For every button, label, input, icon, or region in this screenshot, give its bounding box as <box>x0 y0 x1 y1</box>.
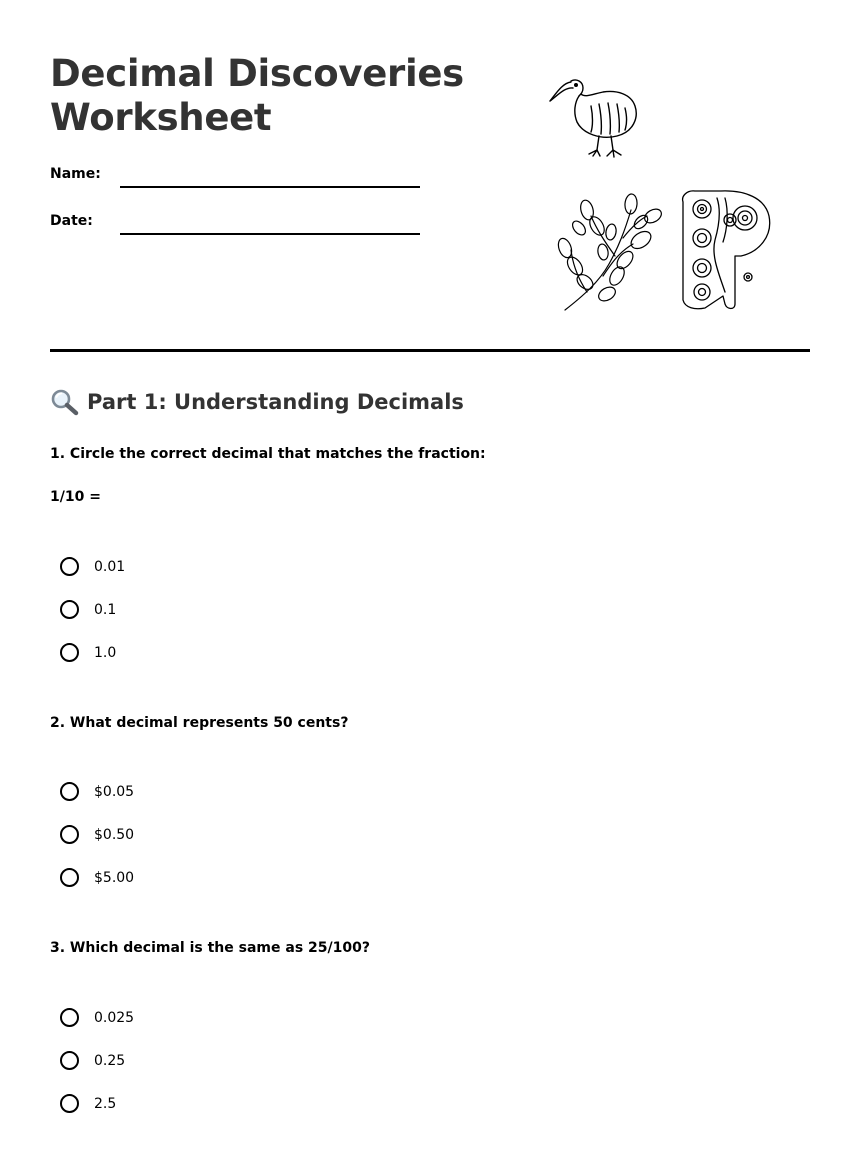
section-divider <box>50 349 810 352</box>
radio-circle[interactable] <box>60 868 79 887</box>
worksheet-page <box>50 0 810 1161</box>
date-line[interactable] <box>120 233 420 235</box>
fern-leaves-icon <box>556 194 664 310</box>
option-label: $0.05 <box>94 783 135 800</box>
option-label: 0.025 <box>94 1009 135 1026</box>
option-label: 2.5 <box>94 1095 117 1112</box>
question-2-text: 2. What decimal represents 50 cents? <box>50 715 349 731</box>
question-1-fraction: 1/10 = <box>50 489 101 505</box>
option-label: $5.00 <box>94 869 135 886</box>
magnifying-glass-icon <box>50 388 80 416</box>
question-2-option-a[interactable] <box>60 770 134 813</box>
radio-circle[interactable] <box>60 643 79 662</box>
question-3-text: 3. Which decimal is the same as 25/100? <box>50 940 370 956</box>
option-label: $0.50 <box>94 826 135 843</box>
part1-heading <box>50 388 464 416</box>
radio-circle[interactable] <box>60 1008 79 1027</box>
question-2-option-b[interactable] <box>60 813 134 856</box>
radio-circle[interactable] <box>60 825 79 844</box>
question-1-text: 1. Circle the correct decimal that matches the fraction: <box>50 446 486 462</box>
question-3-option-b[interactable] <box>60 1039 134 1082</box>
question-3-option-c[interactable] <box>60 1082 134 1125</box>
kiwi-bird-icon <box>550 80 636 157</box>
option-label: 0.01 <box>94 558 126 575</box>
maori-carved-spiral-icon <box>683 191 770 309</box>
question-2-option-c[interactable] <box>60 856 134 899</box>
option-label: 0.25 <box>94 1052 126 1069</box>
radio-circle[interactable] <box>60 600 79 619</box>
radio-circle[interactable] <box>60 557 79 576</box>
question-3-option-a[interactable] <box>60 996 134 1039</box>
question-1-option-c[interactable] <box>60 631 125 674</box>
radio-circle[interactable] <box>60 1051 79 1070</box>
name-line[interactable] <box>120 186 420 188</box>
question-1-option-a[interactable] <box>60 545 125 588</box>
option-label: 0.1 <box>94 601 117 618</box>
option-label: 1.0 <box>94 644 117 661</box>
question-3-options <box>60 996 134 1125</box>
title-line-1: Decimal Discoveries <box>50 52 464 95</box>
date-label: Date: <box>50 213 93 229</box>
radio-circle[interactable] <box>60 782 79 801</box>
title-line-2: Worksheet <box>50 96 272 139</box>
question-2-options <box>60 770 134 899</box>
question-1-option-b[interactable] <box>60 588 125 631</box>
radio-circle[interactable] <box>60 1094 79 1113</box>
worksheet-title <box>50 52 464 140</box>
illustrations <box>545 70 795 320</box>
part1-heading-text: Part 1: Understanding Decimals <box>87 390 464 414</box>
question-1-options <box>60 545 125 674</box>
name-label: Name: <box>50 166 101 182</box>
